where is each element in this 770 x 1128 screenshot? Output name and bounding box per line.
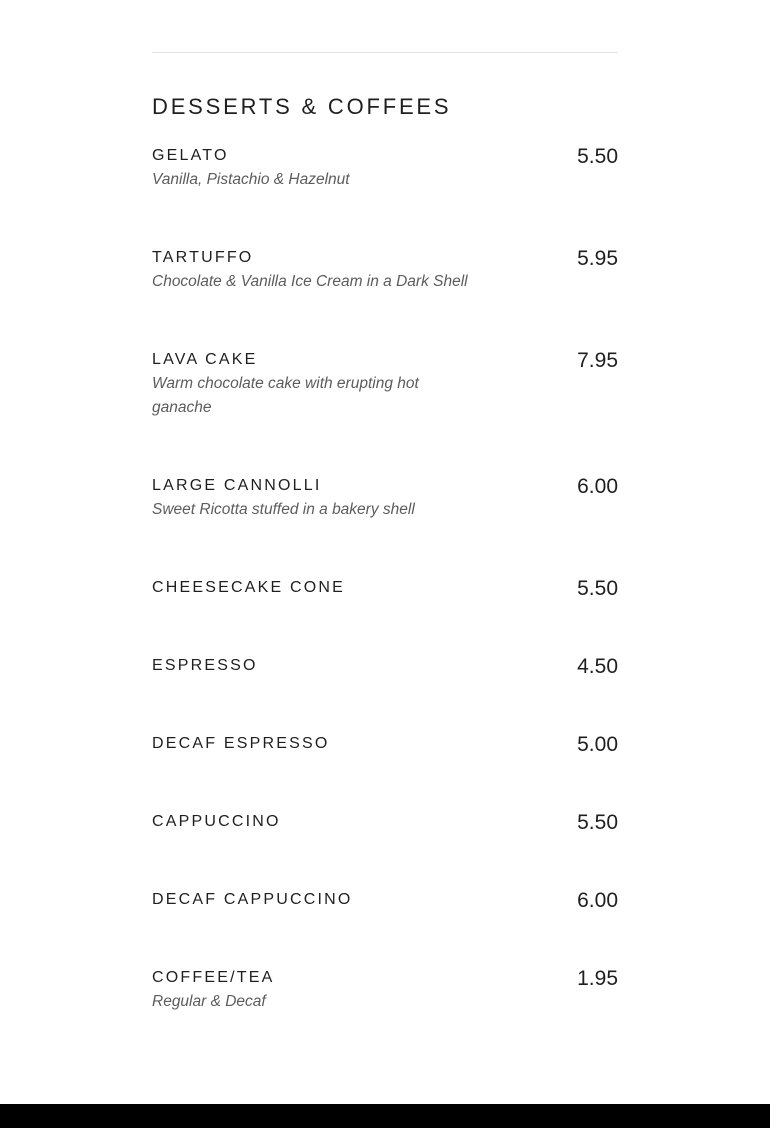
item-price: 5.50 [577,145,618,168]
item-description: Sweet Ricotta stuffed in a bakery shell [152,501,415,518]
section-divider [152,52,618,53]
item-price: 6.00 [577,889,618,912]
item-price: 5.50 [577,811,618,834]
item-name: DECAF CAPPUCCINO [152,891,353,908]
item-price: 5.00 [577,733,618,756]
item-price: 6.00 [577,475,618,498]
item-price: 5.50 [577,577,618,600]
item-price: 5.95 [577,247,618,270]
item-name: DECAF ESPRESSO [152,735,330,752]
item-name: CHEESECAKE CONE [152,579,346,596]
item-description: Vanilla, Pistachio & Hazelnut [152,171,350,188]
item-name: ESPRESSO [152,657,258,674]
item-name: COFFEE/TEA [152,969,275,986]
item-price: 4.50 [577,655,618,678]
item-description: Warm chocolate cake with erupting hot ganache [152,375,419,416]
footer-bar [0,1104,770,1128]
item-description: Chocolate & Vanilla Ice Cream in a Dark Shell [152,273,468,290]
item-name: TARTUFFO [152,249,254,266]
item-price: 7.95 [577,349,618,372]
item-name: CAPPUCCINO [152,813,281,830]
item-name: GELATO [152,147,229,164]
item-description: Regular & Decaf [152,993,266,1010]
item-price: 1.95 [577,967,618,990]
item-name: LARGE CANNOLLI [152,477,322,494]
section-title: DESSERTS & COFFEES [152,94,452,119]
item-name: LAVA CAKE [152,351,258,368]
